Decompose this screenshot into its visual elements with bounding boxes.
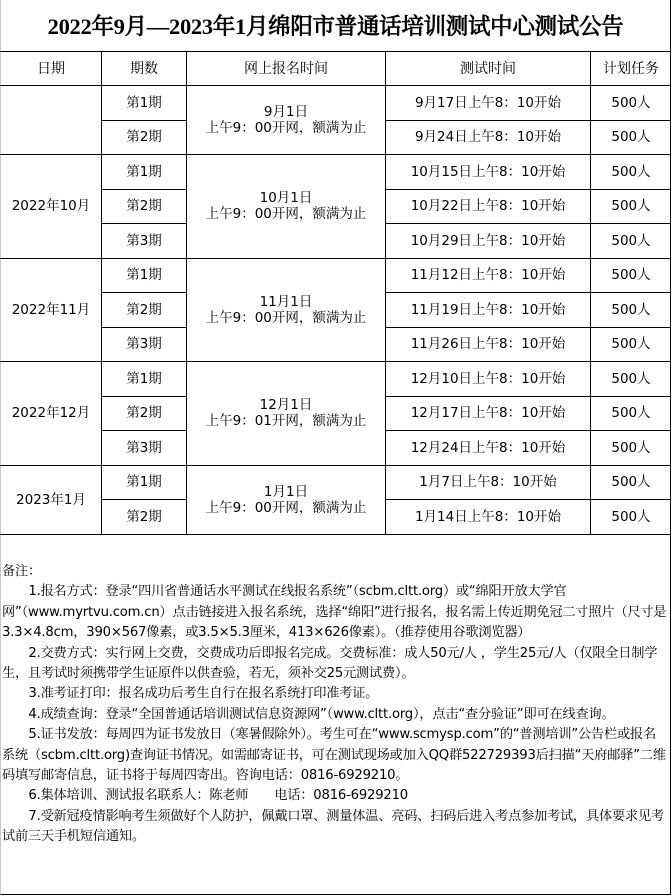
quota-cell: 500人: [591, 258, 671, 293]
table-row: [1, 86, 671, 121]
header-test-time: 测试时间: [386, 52, 591, 86]
note-registration-method: 1.报名方式：登录“四川省普通话水平测试在线报名系统”（scbm.cltt.org）或“绵阳开放大学官网”（www.myrtvu.com.cn）点击链接进入报名系统，选择“绵阳”进行报名，报名需上传近期免冠二寸照片（尺寸是3.3×4.8cm，390×567像素，或3.5×5.3厘米，413×626像素）。（推荐使用谷歌浏览器）: [2, 584, 667, 641]
schedule-table: [0, 51, 671, 535]
registration-time: 上午9：00开网，额满为止: [205, 120, 367, 136]
note-contact: 6.集体培训、测试报名联系人：陈老师 电话：0816-6929210: [28, 788, 408, 804]
registration-cell: [187, 465, 386, 534]
quota-cell: 500人: [591, 500, 671, 535]
quota-cell: 500人: [591, 465, 671, 500]
test-time-cell: 12月24日上午8：10开始: [386, 431, 591, 466]
period-cell: 第1期: [102, 362, 187, 397]
period-cell: 第1期: [102, 465, 187, 500]
month-cell: 2022年12月: [1, 362, 102, 466]
period-cell: 第1期: [102, 155, 187, 190]
period-cell: 第2期: [102, 396, 187, 431]
quota-cell: 500人: [591, 396, 671, 431]
test-time-cell: 12月10日上午8：10开始: [386, 362, 591, 397]
period-cell: 第2期: [102, 189, 187, 224]
registration-cell: [187, 362, 386, 466]
test-time-cell: 12月17日上午8：10开始: [386, 396, 591, 431]
note-payment: 2.交费方式：实行网上交费，交费成功后即报名完成。交费标准：成人50元/人 ，学生25元/人（仅限全日制学生，且考试时须携带学生证原件以供查验，若无，须补交25元测试费）。: [2, 645, 658, 682]
table-row: [1, 362, 671, 397]
registration-date: 12月1日: [259, 397, 313, 414]
table-row: [1, 258, 671, 293]
test-time-cell: 9月24日上午8：10开始: [386, 120, 591, 155]
month-cell: 2022年10月: [1, 155, 102, 259]
quota-cell: 500人: [591, 327, 671, 362]
period-cell: 第1期: [102, 86, 187, 121]
header-date: 日期: [1, 52, 102, 86]
registration-time: 上午9：00开网，额满为止: [205, 499, 367, 516]
test-time-cell: 10月22日上午8：10开始: [386, 189, 591, 224]
header-quota: 计划任务: [591, 52, 671, 86]
header-period: 期数: [102, 52, 187, 86]
quota-cell: 500人: [591, 189, 671, 224]
registration-date: 9月1日: [263, 104, 309, 120]
notes-section: [2, 562, 668, 848]
month-cell: 2022年11月: [1, 258, 102, 362]
quota-cell: 500人: [591, 362, 671, 397]
test-time-cell: 9月17日上午8：10开始: [386, 86, 591, 121]
test-time-cell: 10月15日上午8：10开始: [386, 155, 591, 190]
page-title: 2022年9月—2023年1月绵阳市普通话培训测试中心测试公告: [47, 14, 624, 39]
registration-date: 10月1日: [259, 190, 313, 207]
note-covid: 7.受新冠疫情影响考生须做好个人防护，佩戴口罩、测量体温、亮码、扫码后进入考点参加考试，具体要求见考试前三天手机短信通知。: [2, 808, 664, 845]
month-cell: 2023年1月: [1, 465, 102, 534]
period-cell: 第3期: [102, 327, 187, 362]
period-cell: 第2期: [102, 293, 187, 328]
quota-cell: 500人: [591, 155, 671, 190]
month-cell: [1, 86, 102, 155]
quota-cell: 500人: [591, 224, 671, 259]
test-time-cell: 11月26日上午8：10开始: [386, 327, 591, 362]
registration-cell: [187, 86, 386, 155]
period-cell: 第3期: [102, 224, 187, 259]
period-cell: 第2期: [102, 500, 187, 535]
note-certificate: 5.证书发放：每周四为证书发放日（寒暑假除外）。考生可在“www.scmysp.com”的“普测培训”公告栏或报名系统（scbm.cltt.org)查询证书情况。如需邮寄证书，可在测试现场或加入QQ群522729393后扫描“天府邮驿”二维码填写邮寄信息，证书将于每周四寄出。咨询电话：0816-6929210。: [2, 727, 666, 784]
quota-cell: 500人: [591, 431, 671, 466]
note-score-query: 4.成绩查询：登录“全国普通话培训测试信息资源网”（www.cltt.org），点击“查分验证”即可在线查询。: [28, 706, 615, 722]
registration-time: 上午9：00开网，额满为止: [205, 206, 367, 223]
registration-cell: [187, 258, 386, 362]
period-cell: 第3期: [102, 431, 187, 466]
period-cell: 第2期: [102, 120, 187, 155]
registration-time: 上午9：01开网，额满为止: [205, 413, 367, 430]
registration-date: 11月1日: [259, 293, 313, 310]
test-time-cell: 1月7日上午8：10开始: [386, 465, 591, 500]
note-admission-ticket: 3.准考证打印：报名成功后考生自行在报名系统打印准考证。: [28, 686, 379, 702]
table-row: [1, 155, 671, 190]
registration-cell: [187, 155, 386, 259]
notes-label: 备注：: [2, 564, 41, 579]
test-time-cell: 10月29日上午8：10开始: [386, 224, 591, 259]
quota-cell: 500人: [591, 120, 671, 155]
table-row: [1, 465, 671, 500]
registration-time: 上午9：00开网，额满为止: [205, 309, 367, 326]
quota-cell: 500人: [591, 86, 671, 121]
registration-date: 1月1日: [263, 483, 309, 500]
test-time-cell: 11月12日上午8：10开始: [386, 258, 591, 293]
period-cell: 第1期: [102, 258, 187, 293]
quota-cell: 500人: [591, 293, 671, 328]
test-time-cell: 1月14日上午8：10开始: [386, 500, 591, 535]
test-time-cell: 11月19日上午8：10开始: [386, 293, 591, 328]
table-header-row: [1, 52, 671, 86]
header-registration-time: 网上报名时间: [187, 52, 386, 86]
